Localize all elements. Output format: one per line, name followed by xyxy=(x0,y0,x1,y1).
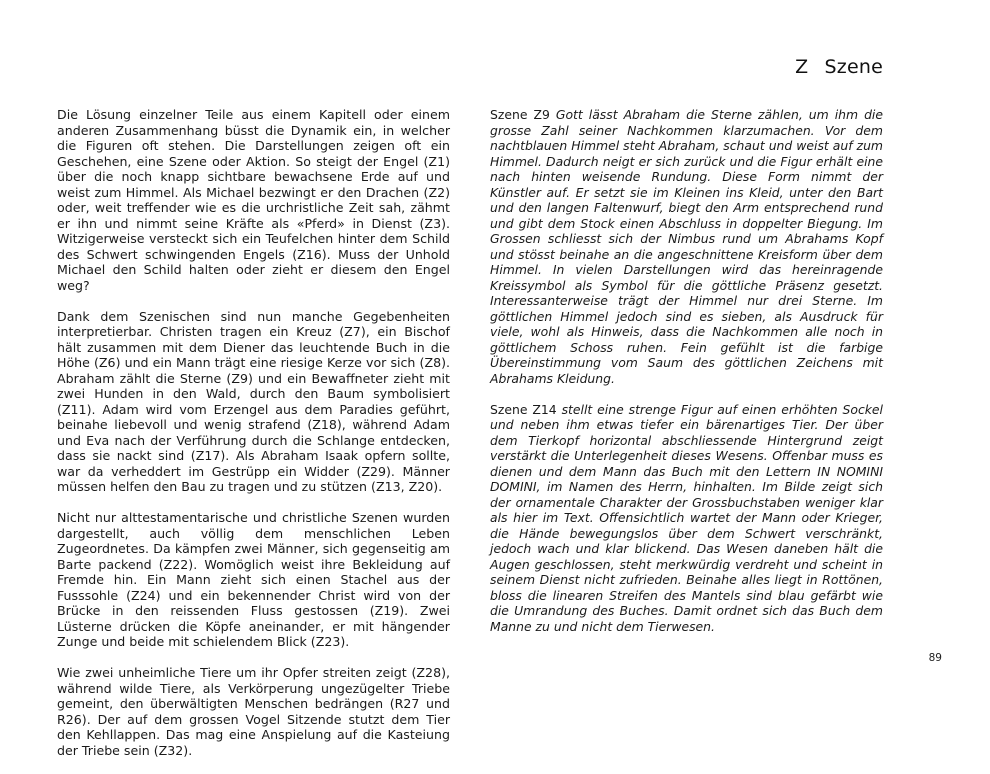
section-title: Szene xyxy=(824,56,883,78)
scene-label: Szene Z9 xyxy=(490,107,556,122)
scene-entry-z9 xyxy=(490,107,883,386)
scene-description: Gott lässt Abraham die Sterne zählen, um ihm die grosse Zahl seiner Nachkommen klarzumachen. Vor dem nachtblauen Himmel steht Abraham, schaut und weist auf zum Himmel. Dadurch neigt er sich zurück und die Figur erhält eine nach hinten weisende Rundung. Diese Form nimmt der Künstler auf. Er setzt sie im Kleinen ins Kleid, unter den Bart und den langen Faltenwurf, biegt den Arm entsprechend rund und gibt dem Stock einen Abschluss in doppelter Biegung. Im Grossen schliesst sich der Nimbus rund um Abrahams Kopf und stösst beinahe an die angeschnittene Kreisform über dem Himmel. In vielen Darstellungen wird das hereinragende Kreissymbol als Symbol für die göttliche Präsenz gesetzt. Interessanterweise trägt der Himmel nur drei Sterne. Im göttlichen Himmel jedoch sind es sieben, als Ausdruck für viele, wohl als Hinweis, dass die Nachkommen alle noch in göttlichem Schoss ruhen. Fein gefühlt ist die farbige Übereinstimmung vom Saum des göttlichen Zeichens mit Abrahams Kleidung. xyxy=(490,107,884,386)
scene-entry-z14 xyxy=(490,402,883,635)
section-letter: Z xyxy=(795,56,809,78)
paragraph: Die Lösung einzelner Teile aus einem Kapitell oder einem anderen Zusammenhang büsst die Dynamik ein, in welcher die Figuren oft stehen. Die Darstellungen zeigen oft ein Geschehen, eine Szene oder Aktion. So steigt der Engel (Z1) über die noch knapp sichtbare bewachsene Erde auf und weist zum Himmel. Als Michael bezwingt er den Drachen (Z2) oder, weit treffender wie es die urchristliche Zeit sah, zähmt er ihn und nimmt seine Kräfte als «Pferd» in Dienst (Z3). Witzigerweise versteckt sich ein Teufelchen hinter dem Schild des Schwert schwingenden Engels (Z16). Muss der Unhold Michael den Schild halten oder zieht er diesem den Engel weg? xyxy=(57,107,450,293)
scene-label: Szene Z14 xyxy=(490,401,562,417)
paragraph: Dank dem Szenischen sind nun manche Gegebenheiten interpretierbar. Christen tragen ein Kreuz (Z7), ein Bischof hält zusammen mit dem Diener das leuchtende Buch in die Höhe (Z6) und ein Mann trägt eine riesige Kerze vor sich (Z8). Abraham zählt die Sterne (Z9) und ein Bewaffneter zieht mit zwei Hunden in den Wald, durch den Baum symbolisiert (Z11). Adam wird vom Erzengel aus dem Paradies geführt, beinahe liebevoll und wenig strafend (Z18), während Adam und Eva nach der Verführung durch die Schlange entdecken, dass sie nackt sind (Z17). Als Abraham Isaak opfern sollte, war da verheddert im Gestrüpp ein Widder (Z29). Männer müssen helfen den Bau zu tragen und zu stützen (Z13, Z20). xyxy=(57,308,450,494)
left-column xyxy=(57,107,450,774)
paragraph: Wie zwei unheimliche Tiere um ihr Opfer streiten zeigt (Z28), während wilde Tiere, als Verkörperung ungezügelter Triebe gemeint, den überwältigten Menschen bedrängen (R27 und R26). Der auf dem grossen Vogel Sitzende stutzt dem Tier den Kehllappen. Das mag eine Anspielung auf die Kasteiung der Triebe sein (Z32). xyxy=(57,665,450,758)
page-header xyxy=(795,56,883,78)
right-column xyxy=(490,107,883,650)
page-number: 89 xyxy=(928,652,942,664)
paragraph: Nicht nur alttestamentarische und christliche Szenen wurden dargestellt, auch völlig dem menschlichen Leben Zugeordnetes. Da kämpfen zwei Männer, sich gegenseitig am Barte packend (Z22). Womöglich weist ihre Bekleidung auf Fremde hin. Ein Mann zieht sich einen Stachel aus der Fusssohle (Z24) und ein bekennender Christ wird von der Brücke in den reissenden Fluss gestossen (Z19). Zwei Lüsterne drücken die Köpfe aneinander, er mit hängender Zunge und beide mit schielendem Blick (Z23). xyxy=(57,510,450,649)
scene-description: stellt eine strenge Figur auf einen erhöhten Sockel und neben ihm etwas tiefer ein bärenartiges Tier. Der über dem Tierkopf horizontal abschliessende Hintergrund zeigt verstärkt die Unterlegenheit dieses Wesens. Offenbar muss es dienen und dem Mann das Buch mit den Lettern IN NOMINI DOMINI, im Namen des Herrn, hinhalten. Im Bilde zeigt sich der ornamentale Charakter der Grossbuchstaben weniger klar als hier im Text. Offensichtlich wartet der Mann oder Krieger, die Hände bewegungslos über dem Schwert verschränkt, jedoch wach und klar blickend. Das Wesen daneben hält die Augen geschlossen, steht merkwürdig verdreht und scheint in seinem Dienst nicht zufrieden. Beinahe alles liegt in Rottönen, bloss die linearen Streifen des Mantels sind blau gefärbt wie die Umrandung des Buches. Damit ordnet sich das Buch dem Manne zu und nicht dem Tierwesen. xyxy=(490,401,883,634)
